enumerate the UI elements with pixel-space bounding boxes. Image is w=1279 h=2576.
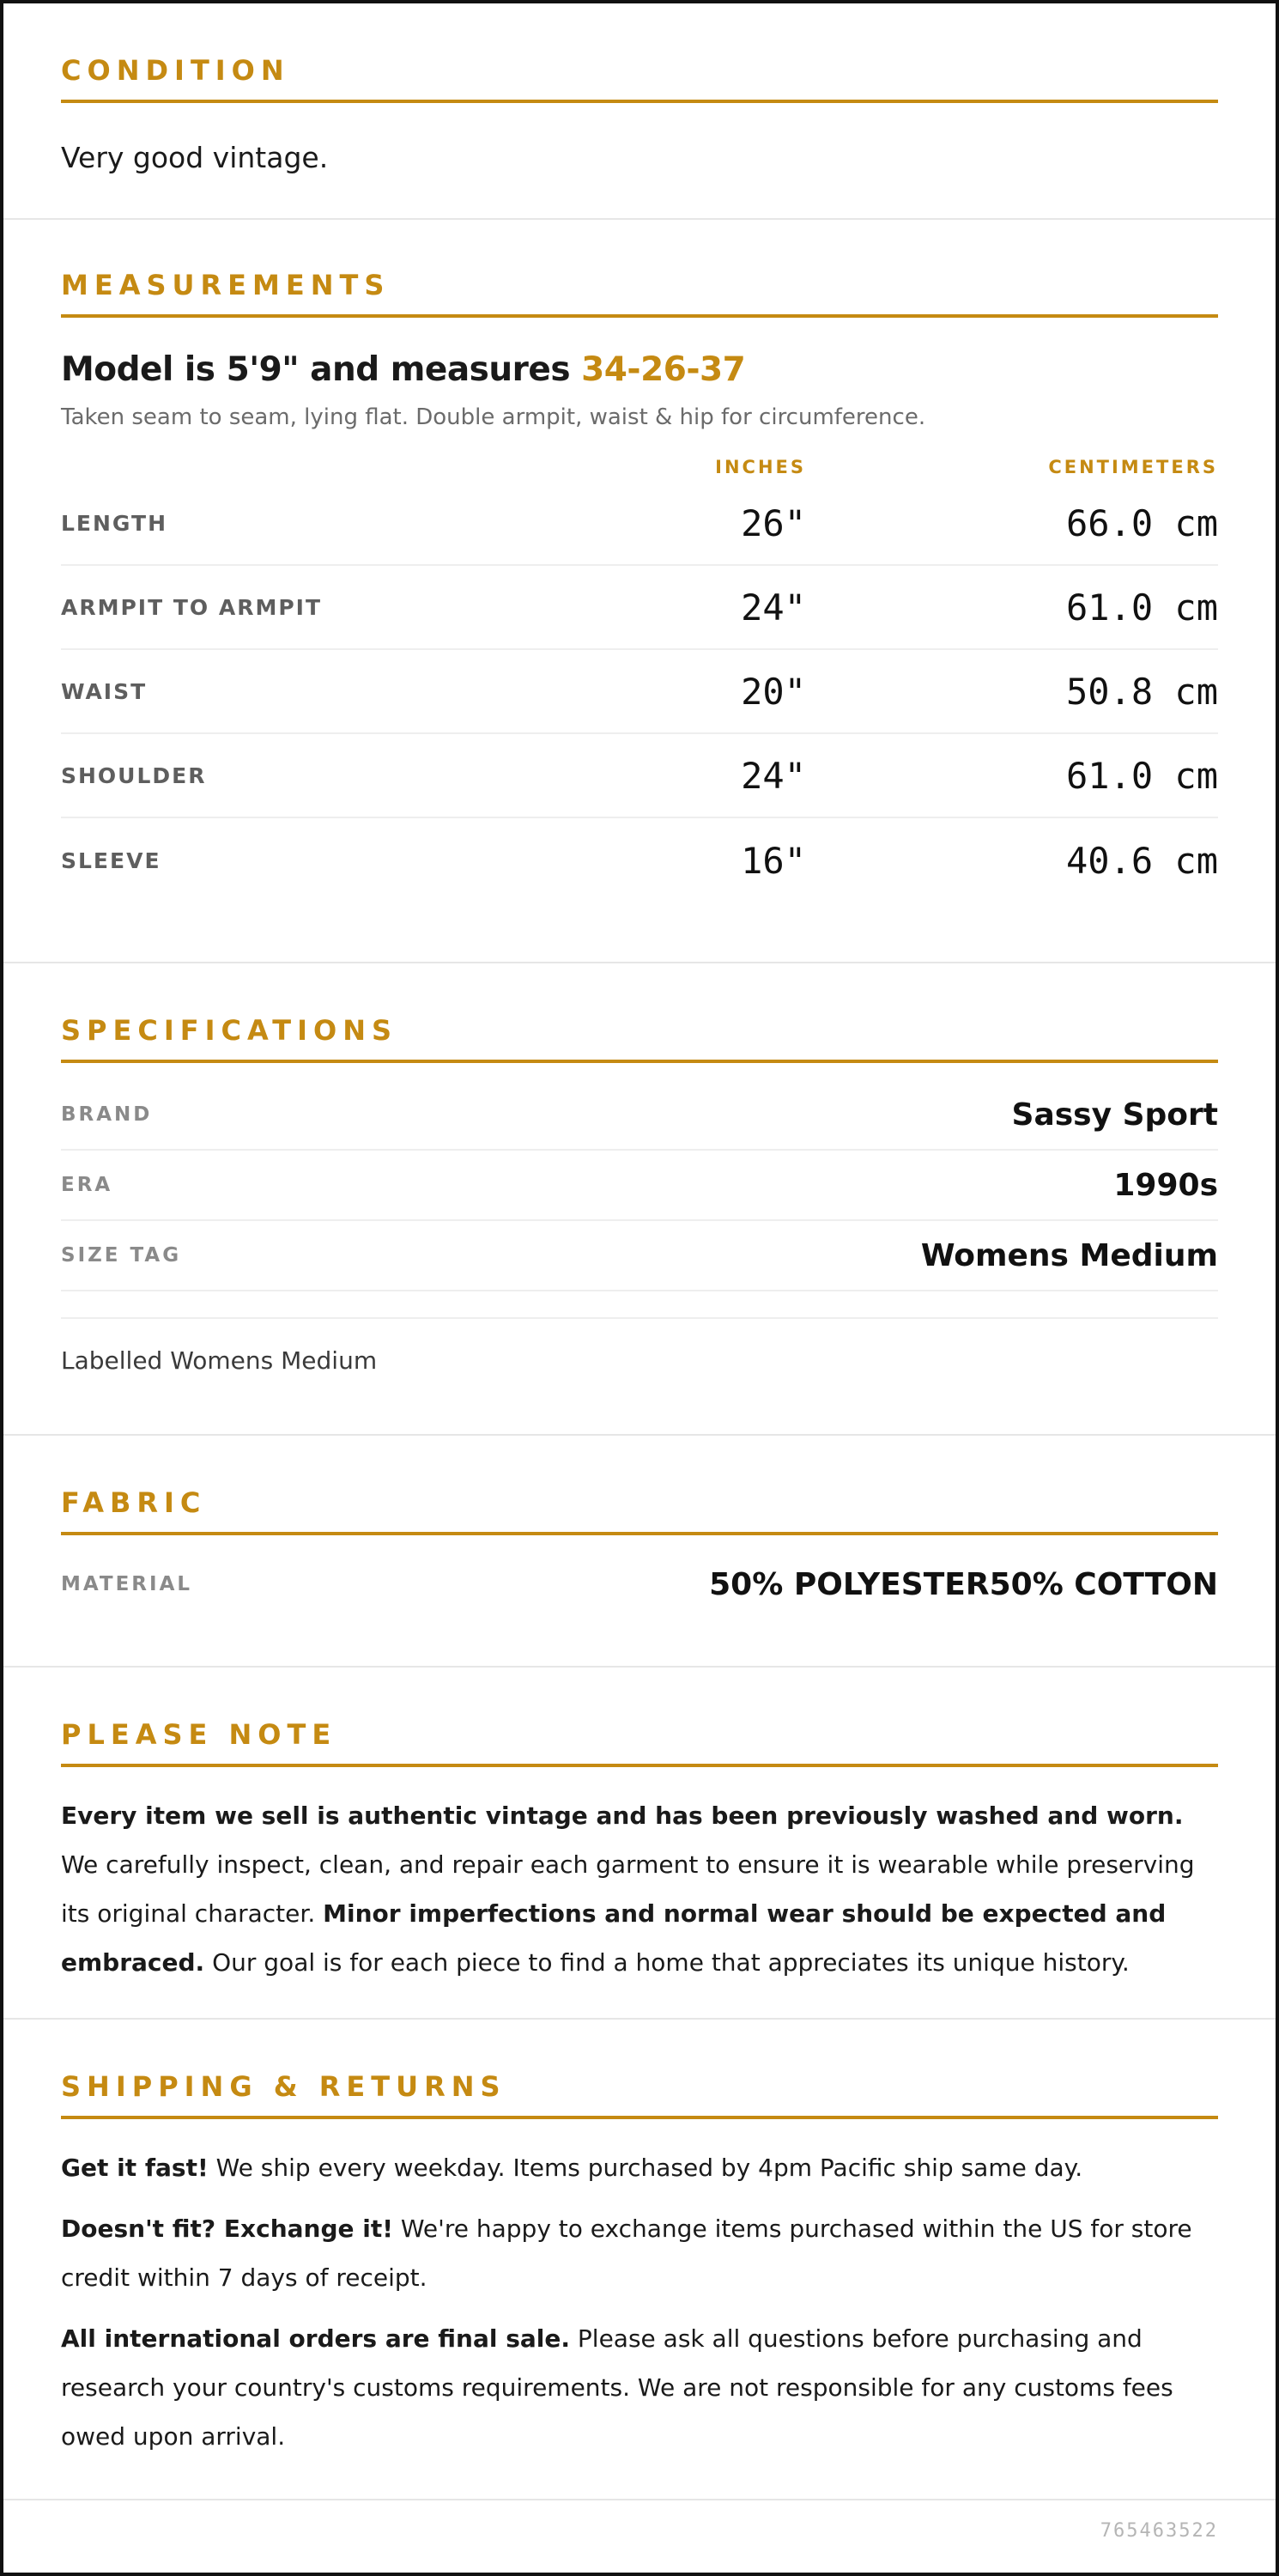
- international-bold: All international orders are final sale.: [61, 2324, 571, 2353]
- fabric-title: FABRIC: [61, 1485, 1218, 1535]
- measurement-row: [61, 566, 1218, 650]
- condition-text: Very good vintage.: [61, 141, 329, 174]
- please-note-section: [3, 1668, 1276, 2020]
- shipping-text: We ship every weekday. Items purchased by 4pm Pacific ship same day.: [208, 2154, 1083, 2182]
- measurements-table: [61, 453, 1218, 902]
- measurement-inches: 20": [741, 670, 806, 713]
- fabric-section: [3, 1436, 1276, 1668]
- please-note-text: [61, 1791, 1218, 1987]
- product-id: 765463522: [1100, 2520, 1218, 2542]
- inches-header: INCHES: [715, 457, 806, 477]
- shipping-bold: Get it fast!: [61, 2154, 209, 2182]
- exchange-text: We're happy to exchange items purchased within the US for store credit within 7 days of receipt.: [61, 2215, 1192, 2292]
- spec-row: [61, 1080, 1218, 1151]
- measurement-label: WAIST: [61, 678, 148, 704]
- model-prefix: Model is 5'9" and measures: [61, 350, 582, 389]
- condition-section: [3, 3, 1276, 220]
- measurement-label: SLEEVE: [61, 848, 161, 873]
- material-value: 50% POLYESTER50% COTTON: [709, 1566, 1218, 1602]
- measurement-inches: 16": [741, 839, 806, 882]
- spec-row: [61, 1221, 1218, 1291]
- exchange-bold: Doesn't fit? Exchange it!: [61, 2215, 393, 2243]
- shipping-section: [3, 2020, 1276, 2500]
- specifications-title: SPECIFICATIONS: [61, 1013, 1218, 1063]
- measurement-inches: 24": [741, 586, 806, 629]
- condition-title: CONDITION: [61, 53, 1218, 103]
- spec-label: BRAND: [61, 1103, 153, 1126]
- centimeters-header: CENTIMETERS: [1048, 457, 1218, 477]
- measurement-inches: 24": [741, 754, 806, 797]
- spec-value: 1990s: [1113, 1167, 1218, 1203]
- measurement-label: SHOULDER: [61, 762, 207, 788]
- measurement-cm: 50.8 cm: [1065, 670, 1218, 713]
- spec-row: [61, 1151, 1218, 1221]
- specifications-list: [61, 1080, 1218, 1291]
- note-bold-2: Minor imperfections and normal wear should be expected and embraced.: [61, 1899, 1167, 1977]
- spec-value: Womens Medium: [920, 1237, 1218, 1273]
- measurement-row: [61, 650, 1218, 734]
- measurement-row: [61, 734, 1218, 818]
- material-row: [61, 1546, 1218, 1623]
- material-label: MATERIAL: [61, 1573, 193, 1595]
- measurement-inches: 26": [741, 501, 806, 544]
- model-info: [61, 350, 1218, 389]
- spec-label: ERA: [61, 1174, 113, 1196]
- spec-value: Sassy Sport: [1011, 1097, 1218, 1133]
- specifications-section: [3, 963, 1276, 1436]
- measurement-cm: 61.0 cm: [1065, 586, 1218, 629]
- please-note-title: PLEASE NOTE: [61, 1717, 1218, 1767]
- measurement-row: [61, 482, 1218, 566]
- measurements-title: MEASUREMENTS: [61, 268, 1218, 318]
- note-bold-1: Every item we sell is authentic vintage and has been previously washed and worn.: [61, 1801, 1184, 1830]
- measurement-cm: 66.0 cm: [1065, 501, 1218, 544]
- spec-label: SIZE TAG: [61, 1244, 182, 1267]
- size-tag-note: Labelled Womens Medium: [61, 1317, 1218, 1375]
- measurement-label: ARMPIT TO ARMPIT: [61, 594, 323, 620]
- measurement-row: [61, 818, 1218, 902]
- note-text-1: We carefully inspect, clean, and repair each garment to ensure it is wearable while preserving its original character.: [61, 1850, 1195, 1928]
- measurement-cm: 40.6 cm: [1065, 839, 1218, 882]
- measurement-label: LENGTH: [61, 510, 167, 536]
- measurements-section: [3, 220, 1276, 963]
- shipping-title: SHIPPING & RETURNS: [61, 2069, 1218, 2119]
- international-text: Please ask all questions before purchasing and research your country's customs requirements. We are not responsible for any customs fees owed upon arrival.: [61, 2324, 1173, 2451]
- measurement-cm: 61.0 cm: [1065, 754, 1218, 797]
- measurements-header: [61, 453, 1218, 482]
- model-measurements: 34-26-37: [581, 350, 746, 389]
- measurement-note: Taken seam to seam, lying flat. Double armpit, waist & hip for circumference.: [61, 404, 926, 430]
- note-text-2: Our goal is for each piece to find a home that appreciates its unique history.: [204, 1948, 1130, 1977]
- shipping-paragraph: [61, 2143, 1218, 2192]
- international-paragraph: [61, 2314, 1218, 2461]
- exchange-paragraph: [61, 2204, 1218, 2302]
